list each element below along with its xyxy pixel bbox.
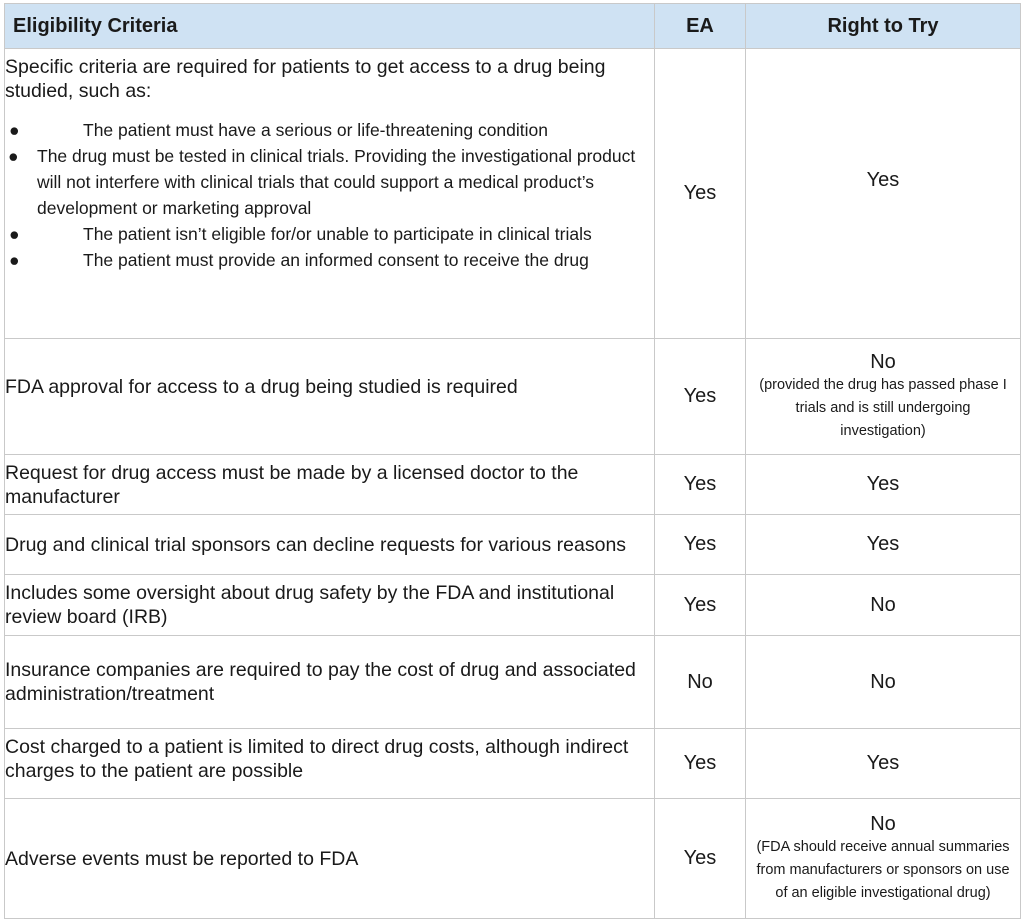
ea-cell [655, 49, 746, 339]
ea-cell [655, 515, 746, 575]
rtt-cell [746, 799, 1021, 919]
ea-cell [655, 636, 746, 729]
criteria-text: Adverse events must be reported to FDA [5, 847, 359, 870]
bullet-text: The patient must provide an informed consent to receive the drug [83, 250, 589, 270]
criteria-cell [5, 339, 655, 455]
criteria-cell [5, 729, 655, 799]
ea-value: Yes [683, 593, 717, 616]
criteria-text: FDA approval for access to a drug being studied is required [5, 376, 518, 398]
bullet-icon: ● [9, 224, 20, 244]
table-row [5, 339, 1021, 455]
ea-cell [655, 575, 746, 636]
ea-value: Yes [683, 385, 717, 407]
header-eligibility-criteria: Eligibility Criteria [5, 4, 655, 49]
bullet-icon: ● [9, 250, 20, 270]
criteria-text: Cost charged to a patient is limited to direct drug costs, although indirect charges to the patient are possible [5, 736, 629, 782]
criteria-text: Request for drug access must be made by a licensed doctor to the manufacturer [5, 461, 579, 508]
ea-cell [655, 729, 746, 799]
bullet-text: The patient isn’t eligible for/or unable to participate in clinical trials [83, 224, 592, 244]
header-right-to-try: Right to Try [746, 4, 1021, 49]
rtt-value: Yes [866, 473, 900, 495]
table-row [5, 49, 1021, 339]
list-item [5, 117, 654, 143]
table-row [5, 575, 1021, 636]
rtt-cell [746, 729, 1021, 799]
rtt-value: Yes [866, 533, 900, 555]
list-item [5, 247, 654, 273]
rtt-note: (provided the drug has passed phase I trials and is still undergoing investigation) [759, 376, 1007, 439]
bullet-text: The drug must be tested in clinical trials. Providing the investigational product will not interfere with clinical trials that could support a medical product’s development or marketing approval [37, 146, 636, 218]
rtt-cell [746, 455, 1021, 515]
ea-value: Yes [683, 847, 717, 869]
rtt-cell [746, 515, 1021, 575]
bullet-text: The patient must have a serious or life-threatening condition [83, 120, 548, 140]
ea-value: Yes [683, 473, 717, 495]
criteria-cell [5, 636, 655, 729]
bullet-icon: ● [9, 120, 20, 140]
ea-value: Yes [683, 533, 717, 555]
rtt-value: No [870, 812, 896, 835]
table-row [5, 455, 1021, 515]
ea-value: Yes [683, 752, 717, 774]
criteria-bullet-list [5, 117, 654, 273]
header-ea: EA [655, 4, 746, 49]
rtt-value: No [870, 670, 896, 693]
table-row [5, 799, 1021, 919]
rtt-value: Yes [866, 752, 900, 774]
ea-value: Yes [683, 182, 717, 204]
ea-cell [655, 339, 746, 455]
criteria-text: Includes some oversight about drug safety by the FDA and institutional review board (IRB) [5, 582, 615, 628]
eligibility-table [4, 3, 1021, 919]
criteria-cell [5, 49, 655, 339]
criteria-text: Specific criteria are required for patients to get access to a drug being studied, such as: [5, 56, 606, 102]
list-item [5, 143, 654, 221]
ea-cell [655, 799, 746, 919]
rtt-value: No [870, 593, 896, 616]
rtt-value: No [870, 350, 896, 373]
criteria-text: Drug and clinical trial sponsors can decline requests for various reasons [5, 533, 627, 556]
bullet-icon: ● [8, 146, 19, 166]
ea-cell [655, 455, 746, 515]
criteria-cell [5, 575, 655, 636]
ea-value: No [687, 670, 713, 693]
rtt-cell [746, 339, 1021, 455]
rtt-cell [746, 575, 1021, 636]
criteria-text: Insurance companies are required to pay the cost of drug and associated administration/treatment [5, 659, 636, 705]
rtt-cell [746, 49, 1021, 339]
criteria-cell [5, 515, 655, 575]
table-header-row [5, 4, 1021, 49]
table-row [5, 636, 1021, 729]
table-row [5, 729, 1021, 799]
rtt-value: Yes [866, 169, 900, 191]
criteria-cell [5, 799, 655, 919]
list-item [5, 221, 654, 247]
rtt-cell [746, 636, 1021, 729]
table-row [5, 515, 1021, 575]
rtt-note: (FDA should receive annual summaries from manufacturers or sponsors on use of an eligible investigational drug) [756, 838, 1010, 901]
criteria-cell [5, 455, 655, 515]
